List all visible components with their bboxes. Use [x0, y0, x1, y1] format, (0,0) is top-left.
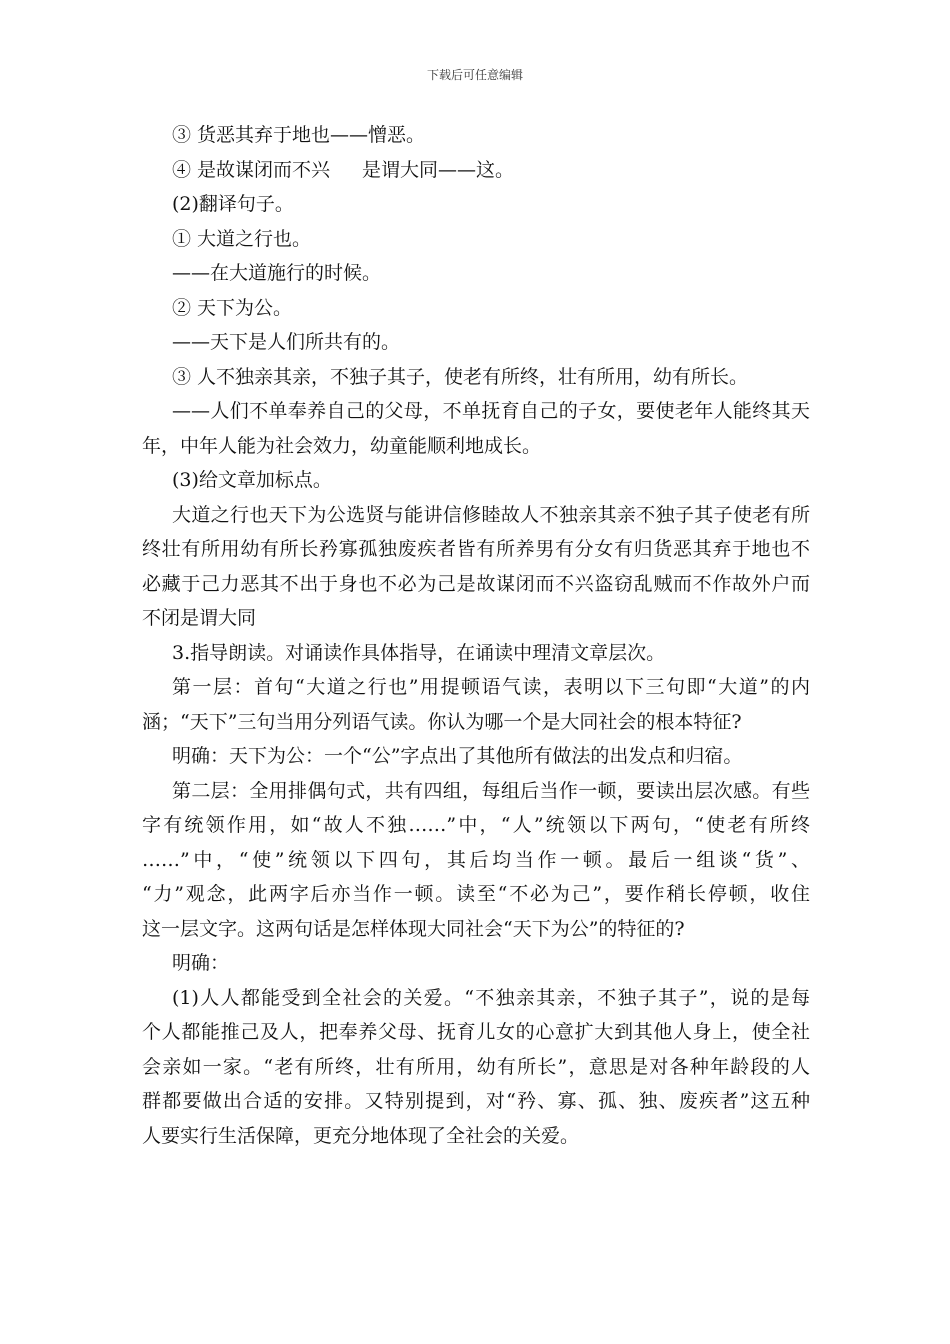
text-line: 3.指导朗读。对诵读作具体指导，在诵读中理清文章层次。 [172, 641, 666, 664]
text-line: (3)给文章加标点。 [172, 469, 332, 491]
text-line: (2)翻译句子。 [172, 193, 294, 215]
text-line: ……”中，“使”统领以下四句，其后均当作一顿。最后一组谈“货”、 [142, 848, 810, 871]
text-line: 年，中年人能为社会效力，幼童能顺利地成长。 [142, 434, 542, 457]
text-line: ——人们不单奉养自己的父母，不单抚育自己的子女，要使老年人能终其天 [172, 400, 810, 422]
text-line: 不闭是谓大同 [142, 607, 257, 629]
text-line: ——在大道施行的时候。 [172, 262, 382, 284]
text-line: 明确： [172, 952, 230, 974]
text-line: 个人都能推己及人，把奉养父母、抚育儿女的心意扩大到其他人身上，使全社 [142, 1021, 810, 1043]
text-line: 大道之行也天下为公选贤与能讲信修睦故人不独亲其亲不独子其子使老有所 [172, 503, 810, 526]
text-line: 群都要做出合适的安排。又特别提到，对“矜、寡、孤、独、废疾者”这五种 [142, 1090, 810, 1112]
text-line: 终壮有所用幼有所长矜寡孤独废疾者皆有所养男有分女有归货恶其弃于地也不 [142, 538, 810, 560]
text-line: 明确：天下为公：一个“公”字点出了其他所有做法的出发点和归宿。 [172, 745, 743, 767]
text-line: (1)人人都能受到全社会的关爱。“不独亲其亲，不独子其子”，说的是每 [172, 986, 810, 1009]
text-line: 涵；“天下”三句当用分列语气读。你认为哪一个是大同社会的根本特征? [142, 710, 742, 733]
text-line-part: ④ 是故谋闭而不兴 [172, 158, 331, 181]
text-line: ① 大道之行也。 [172, 227, 312, 250]
text-line: 第一层：首句“大道之行也”用提顿语气读，表明以下三句即“大道”的内 [172, 676, 810, 698]
document-body [142, 118, 810, 1153]
text-line: 会亲如一家。“老有所终，壮有所用，幼有所长”，意思是对各种年龄段的人 [142, 1055, 810, 1078]
text-line: ③ 人不独亲其亲，不独子其子，使老有所终，壮有所用，幼有所长。 [172, 365, 749, 388]
text-line: 必藏于己力恶其不出于身也不必为己是故谋闭而不兴盗窃乱贼而不作故外户而 [142, 572, 810, 595]
text-line: 字有统领作用，如“故人不独……”中，“人”统领以下两句，“使老有所终 [142, 814, 810, 836]
text-line-part: 是谓大同——这。 [362, 158, 515, 181]
page-header: 下载后可任意编辑 [426, 68, 523, 82]
text-line: ③ 货恶其弃于地也——憎恶。 [172, 124, 426, 146]
text-line [142, 153, 810, 188]
text-line: ② 天下为公。 [172, 296, 293, 319]
text-line: 人要实行生活保障，更充分地体现了全社会的关爱。 [142, 1124, 580, 1147]
text-line: 这一层文字。这两句话是怎样体现大同社会“天下为公”的特征的? [142, 917, 685, 940]
text-line: “力”观念，此两字后亦当作一顿。读至“不必为己”，要作稍长停顿，收住 [142, 883, 810, 905]
text-line: 第二层：全用排偶句式，共有四组，每组后当作一顿，要读出层次感。有些 [172, 779, 810, 802]
text-line: ——天下是人们所共有的。 [172, 331, 401, 353]
